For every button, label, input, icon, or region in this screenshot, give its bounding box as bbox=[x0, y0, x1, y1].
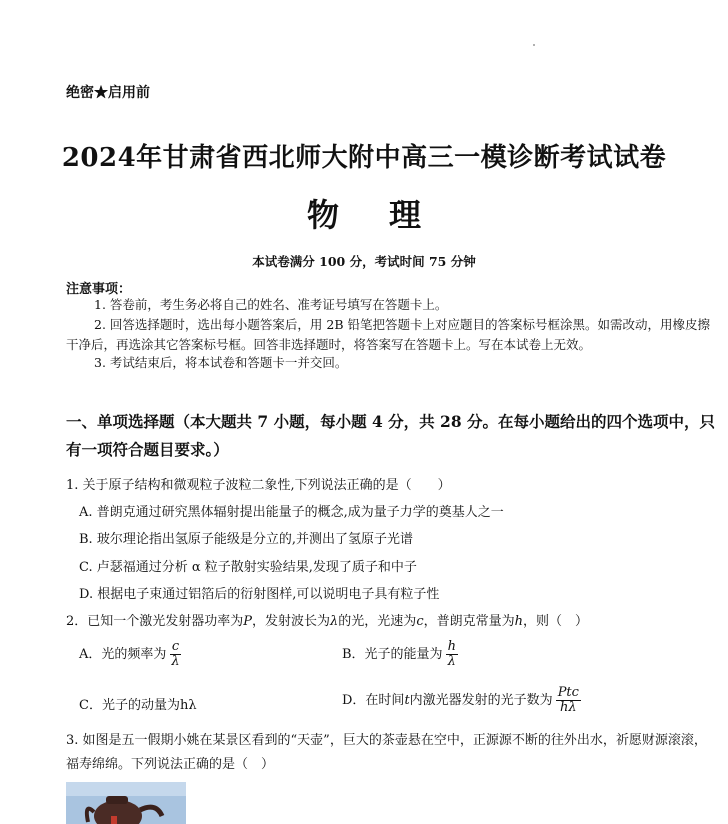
fraction-ptc-over-hlambda: $\frac{\text{Ptc}}{h\lambda}$ bbox=[557, 685, 579, 715]
var-lambda: λ bbox=[330, 614, 339, 629]
subject-char-1: 物 bbox=[306, 196, 339, 234]
note-item-3 bbox=[66, 353, 716, 373]
var-h: h bbox=[514, 614, 523, 629]
note-text-2: 2. 回答选择题时，选出每小题答案后，用 2B 铅笔把答题卡上对应题目的答案标号框涂黑。如需改动，用橡皮擦干净后，再选涂其它答案标号框。回答非选择题时，将答案写在答题卡上。写在本试卷上无效。 bbox=[66, 317, 710, 352]
question-2-option-d: D．在时间t内激光器发射的光子数为 $\frac{\text{Ptc}}{h\lambda}$ bbox=[342, 685, 579, 715]
question-1-option-d: D. 根据电子束通过铝箔后的衍射图样,可以说明电子具有粒子性 bbox=[79, 587, 440, 602]
question-2-option-a: A．光的频率为 $\frac{c}{\lambda}$ bbox=[79, 639, 180, 669]
scan-speck bbox=[533, 44, 535, 46]
question-2-stem: 2．已知一个激光发射器功率为P，发射波长为λ的光，光速为c，普朗克常量为h，则（ ） bbox=[66, 614, 588, 629]
note-text-3: 3. 考试结束后，将本试卷和答题卡一并交回。 bbox=[94, 355, 348, 370]
question-2-option-c: C．光子的动量为hλ bbox=[79, 698, 197, 713]
fraction-c-over-lambda: $\frac{c}{\lambda}$ bbox=[171, 639, 180, 669]
question-1-option-a: A. 普朗克通过研究黑体辐射提出能量子的概念,成为量子力学的奠基人之一 bbox=[79, 505, 504, 520]
exam-meta: 本试卷满分 100 分，考试时间 75 分钟 bbox=[252, 254, 476, 269]
question-1-option-c: C. 卢瑟福通过分析 α 粒子散射实验结果,发现了质子和中子 bbox=[79, 560, 417, 575]
note-item-2 bbox=[66, 315, 716, 355]
notes-heading: 注意事项： bbox=[66, 282, 132, 297]
note-item-1 bbox=[66, 295, 716, 315]
question-2-option-b: B．光子的能量为 $\frac{h}{\lambda}$ bbox=[342, 639, 456, 669]
exam-title: 2024年甘肃省西北师大附中高三一模诊断考试试卷 bbox=[61, 143, 667, 173]
fraction-h-over-lambda: $\frac{h}{\lambda}$ bbox=[447, 639, 456, 669]
question-3-stem: 3. 如图是五一假期小姚在某景区看到的“天壶”，巨大的茶壶悬在空中，正源源不断的往外出水，祈愿财源滚滚，福寿绵绵。下列说法正确的是（ ） bbox=[66, 733, 707, 772]
var-c: c bbox=[416, 614, 424, 629]
note-text-1: 1. 答卷前，考生务必将自己的姓名、准考证号填写在答题卡上。 bbox=[94, 297, 448, 312]
teapot-photo bbox=[66, 782, 186, 824]
var-p: P bbox=[243, 614, 253, 629]
confidential-label: 绝密★启用前 bbox=[66, 85, 150, 101]
question-1-stem: 1. 关于原子结构和微观粒子波粒二象性,下列说法正确的是（ ） bbox=[66, 478, 451, 493]
question-1-option-b: B. 玻尔理论指出氢原子能级是分立的,并测出了氢原子光谱 bbox=[79, 532, 413, 547]
section-heading: 一、单项选择题（本大题共 7 小题，每小题 4 分，共 28 分。在每小题给出的四个选项中，只有一项符合题目要求。） bbox=[66, 412, 716, 459]
subject-char-2: 理 bbox=[389, 196, 422, 234]
subject-title bbox=[0, 190, 728, 236]
